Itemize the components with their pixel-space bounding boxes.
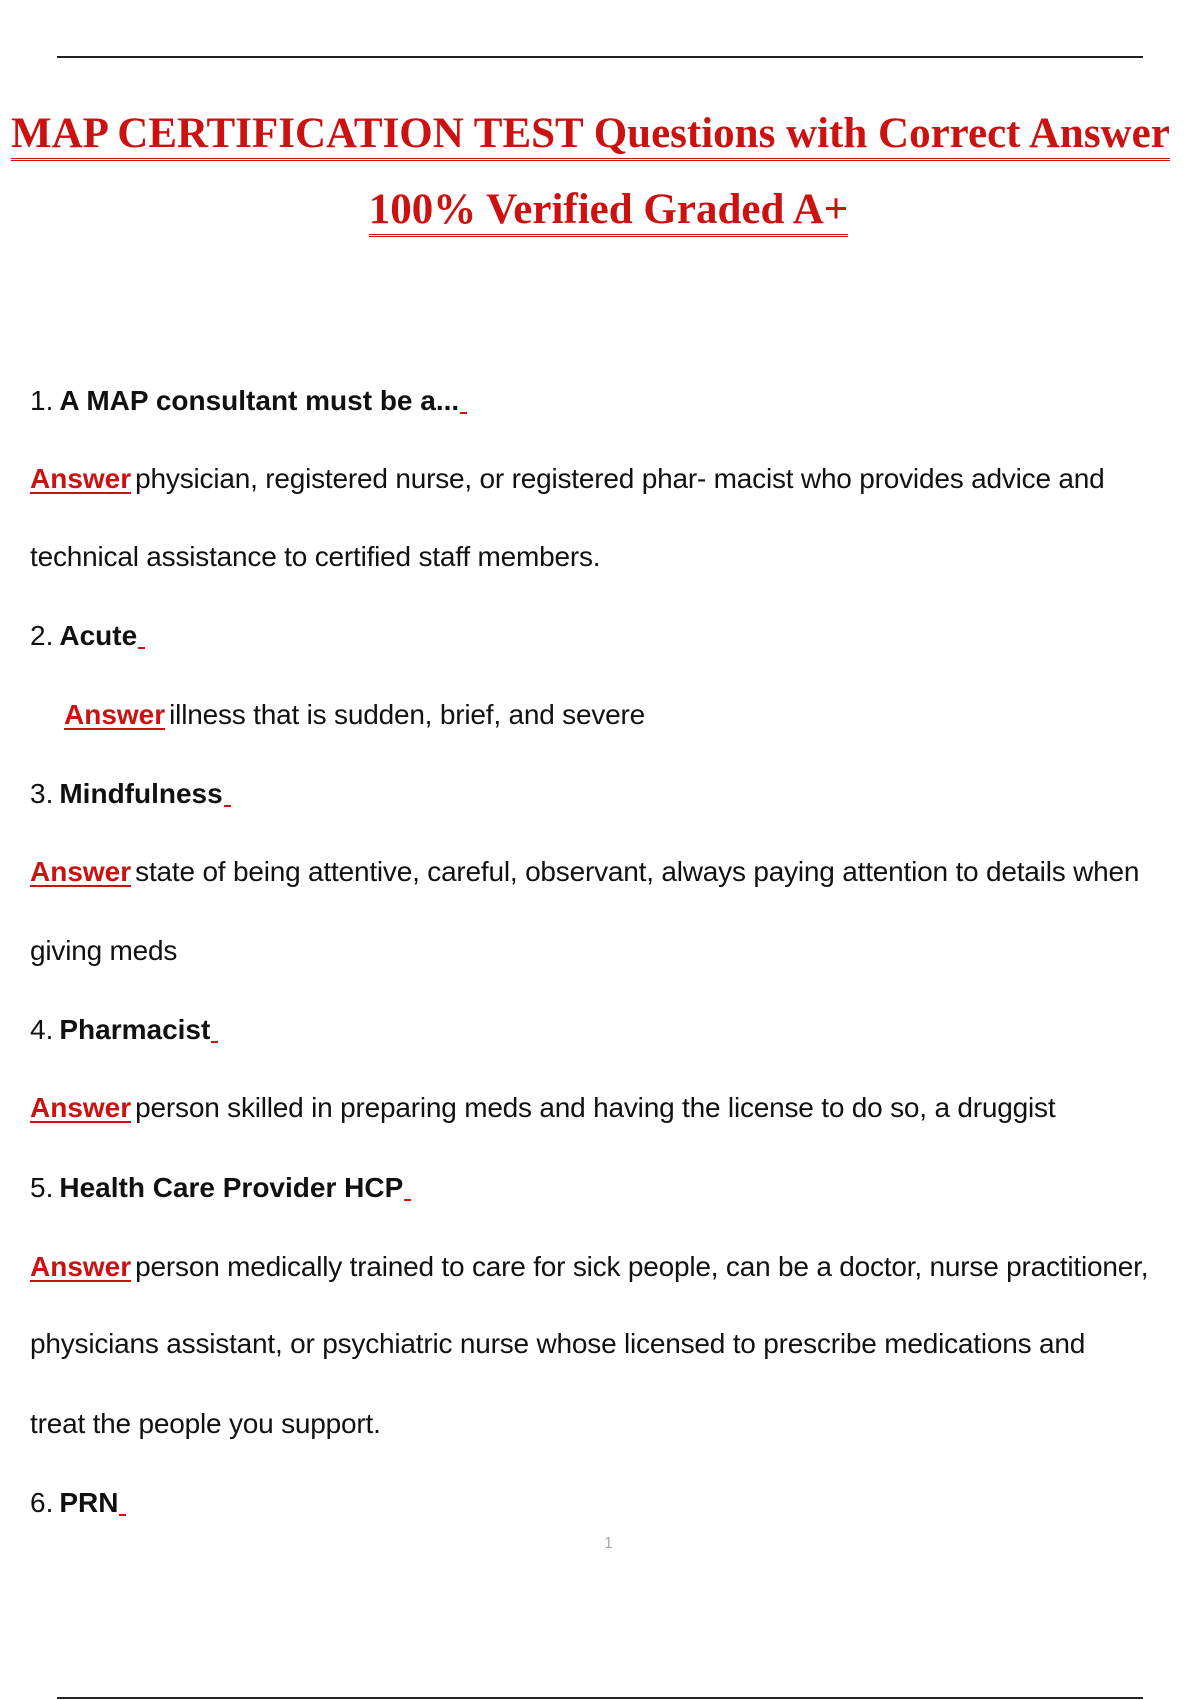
question-3: 3. Mindfulness	[30, 755, 1200, 833]
answer-blank-mark	[138, 647, 145, 649]
answer-label: Answer	[30, 1251, 132, 1282]
question-4: 4. Pharmacist	[30, 991, 1200, 1069]
question-2: 2. Acute	[30, 597, 1200, 675]
answer-blank-mark	[460, 412, 467, 414]
answer-4-line-1: Answer person skilled in preparing meds and having the license to do so, a druggist	[30, 1092, 1056, 1123]
answer-blank-mark	[211, 1041, 218, 1043]
bottom-rule	[57, 1697, 1143, 1699]
answer-1-line-1: Answer physician, registered nurse, or registered phar- macist who provides advice and	[30, 463, 1105, 494]
document-title: MAP CERTIFICATION TEST Questions with Correct Answer	[11, 108, 1200, 160]
answer-2-line-1: Answer illness that is sudden, brief, and severe	[64, 699, 646, 730]
question-6: 6. PRN	[30, 1464, 1200, 1542]
answer-5-line-1: Answer person medically trained to care for sick people, can be a doctor, nurse practitioner,	[30, 1251, 1149, 1282]
answer-label: Answer	[64, 699, 166, 730]
page-number: 1	[604, 1535, 613, 1552]
answer-5-line-3: treat the people you support.	[30, 1408, 381, 1439]
answer-label: Answer	[30, 1092, 132, 1123]
answer-3-line-2: giving meds	[30, 935, 178, 966]
answer-blank-mark	[404, 1199, 411, 1201]
answer-blank-mark	[224, 805, 231, 807]
top-rule	[57, 56, 1143, 58]
answer-blank-mark	[119, 1514, 126, 1516]
document-subtitle: 100% Verified Graded A+	[0, 184, 1200, 236]
answer-label: Answer	[30, 463, 132, 494]
question-1: 1. A MAP consultant must be a...	[30, 362, 1200, 440]
answer-5-line-2: physicians assistant, or psychiatric nurse whose licensed to prescribe medications and	[30, 1328, 1086, 1359]
answer-label: Answer	[30, 856, 132, 887]
answer-1-line-2: technical assistance to certified staff members.	[30, 541, 601, 572]
answer-3-line-1: Answer state of being attentive, careful, observant, always paying attention to details when	[30, 856, 1140, 887]
question-5: 5. Health Care Provider HCP	[30, 1149, 1200, 1227]
